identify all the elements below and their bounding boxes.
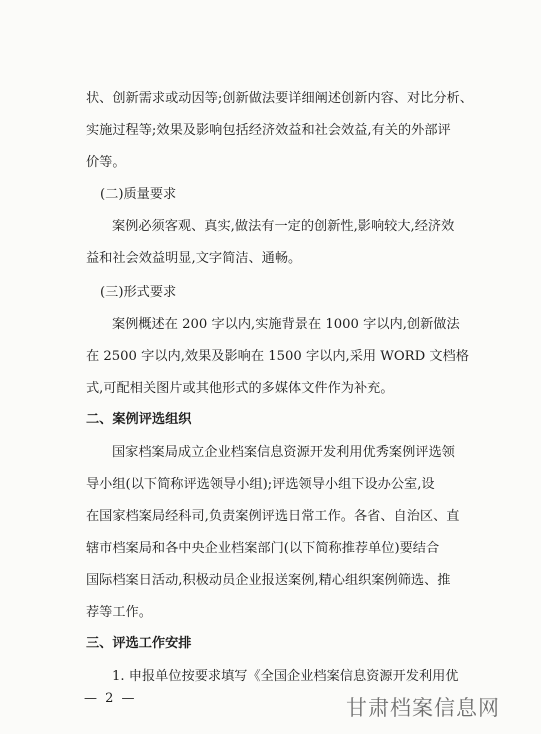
- text-line: 实施过程等;效果及影响包括经济效益和社会效益,有关的外部评: [86, 123, 451, 138]
- text-line: 益和社会效益明显,文字简洁、通畅。: [86, 251, 302, 266]
- subheading: (二)质量要求: [100, 187, 177, 202]
- text-line: 导小组(以下简称评选领导小组);评选领导小组下设办公室,设: [86, 477, 435, 492]
- section-heading: 三、评选工作安排: [86, 636, 192, 651]
- text-line: 价等。: [86, 155, 126, 170]
- text-line: 辖市档案局和各中央企业档案部门(以下简称推荐单位)要结合: [86, 541, 440, 556]
- watermark: 甘肃档案信息网: [346, 696, 500, 720]
- text-line: 案例必须客观、真实,做法有一定的创新性,影响较大,经济效: [112, 219, 455, 234]
- text-line: 在国家档案局经科司,负责案例评选日常工作。各省、自治区、直: [86, 509, 460, 524]
- text-line: 案例概述在 200 字以内,实施背景在 1000 字以内,创新做法: [112, 317, 460, 332]
- page-number: — 2 —: [84, 691, 137, 706]
- section-heading: 二、案例评选组织: [86, 412, 192, 427]
- text-line: 式,可配相关图片或其他形式的多媒体文件作为补充。: [86, 381, 394, 396]
- text-line: 1. 申报单位按要求填写《全国企业档案信息资源开发利用优: [112, 669, 459, 684]
- text-line: 国际档案日活动,积极动员企业报送案例,精心组织案例筛选、推: [86, 573, 451, 588]
- subheading: (三)形式要求: [100, 285, 177, 300]
- text-line: 国家档案局成立企业档案信息资源开发利用优秀案例评选领: [112, 445, 455, 460]
- text-line: 状、创新需求或动因等;创新做法要详细阐述创新内容、对比分析、: [86, 91, 473, 106]
- text-line: 在 2500 字以内,效果及影响在 1500 字以内,采用 WORD 文档格: [86, 349, 469, 364]
- text-line: 荐等工作。: [86, 605, 152, 620]
